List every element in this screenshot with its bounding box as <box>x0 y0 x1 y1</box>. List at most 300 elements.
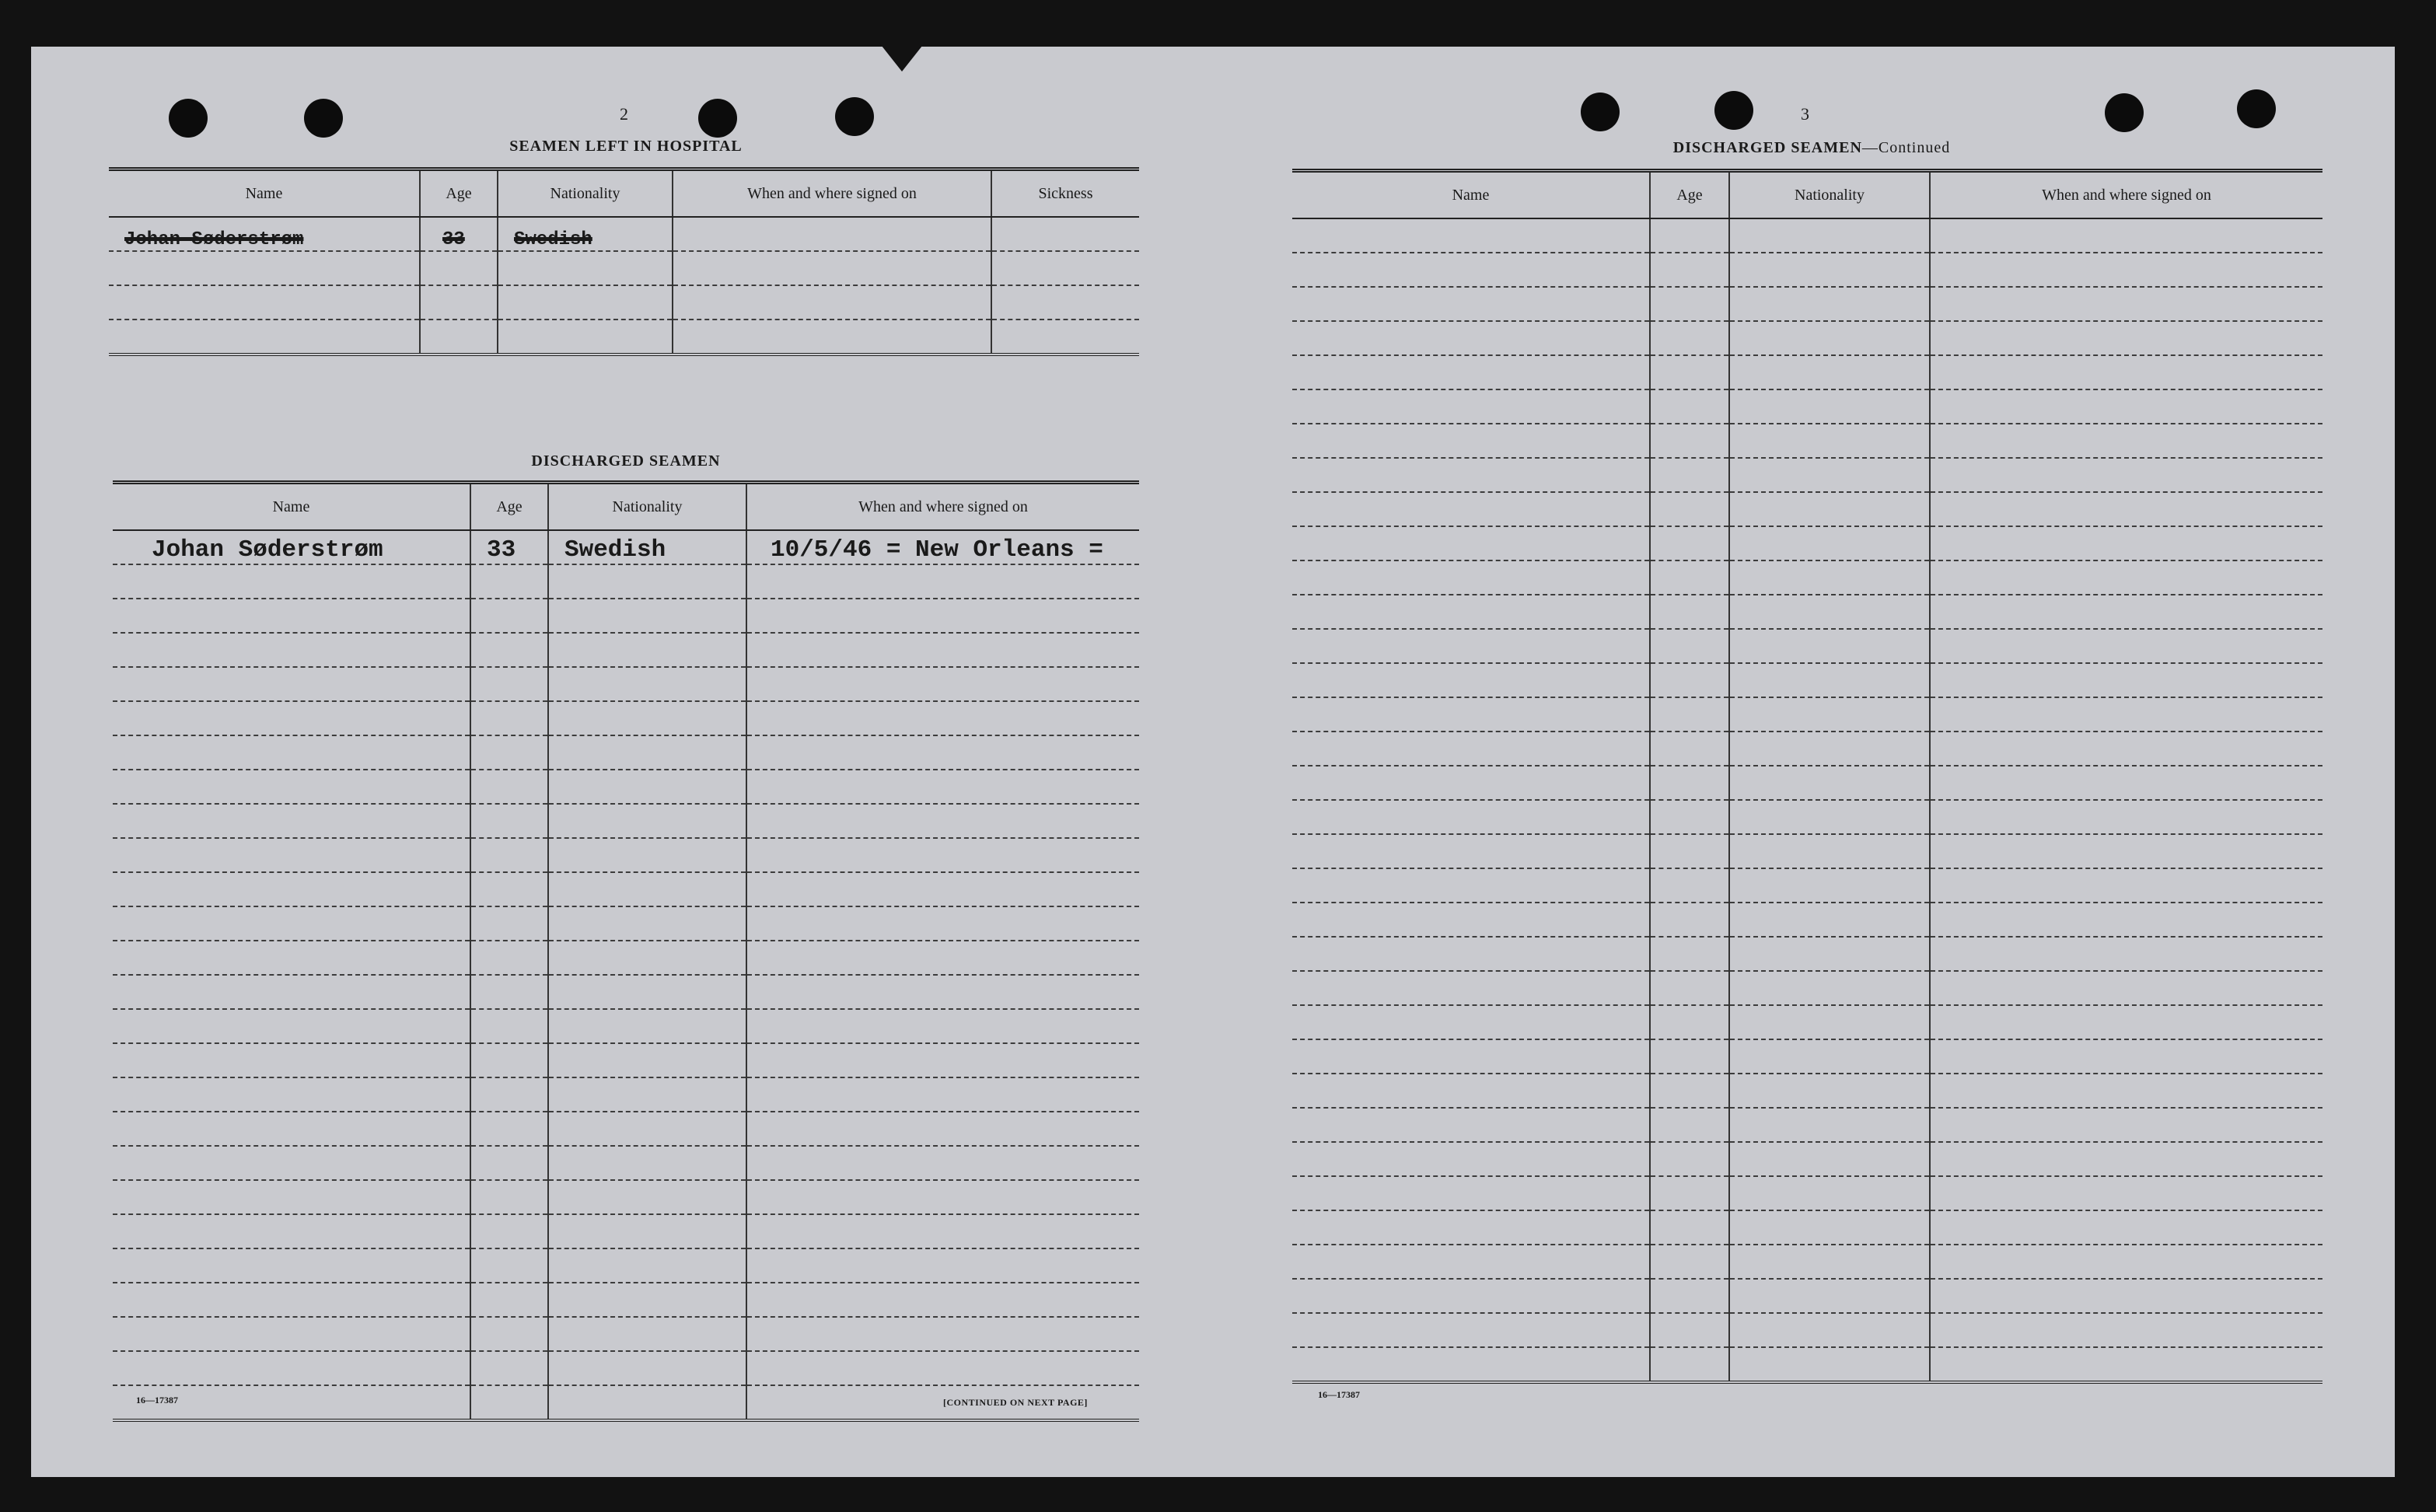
blank-cell <box>1292 458 1650 492</box>
column-header: Nationality <box>1729 171 1930 219</box>
blank-cell <box>1650 1347 1729 1382</box>
column-header: When and where signed on <box>1930 171 2322 219</box>
table-row <box>113 906 1139 941</box>
blank-cell <box>113 838 470 872</box>
blank-cell <box>1930 595 2322 629</box>
title-suffix: —Continued <box>1861 139 1951 156</box>
punch-hole <box>2237 89 2276 128</box>
blank-cell <box>548 1043 746 1077</box>
blank-cell <box>113 804 470 838</box>
blank-cell <box>1650 218 1729 253</box>
blank-cell <box>1650 629 1729 663</box>
blank-cell <box>746 906 1139 941</box>
blank-cell <box>1729 355 1930 389</box>
blank-cell <box>1729 697 1930 732</box>
blank-cell <box>746 1214 1139 1248</box>
blank-cell <box>113 1146 470 1180</box>
hospital-section-title: SEAMEN LEFT IN HOSPITAL <box>509 138 743 155</box>
blank-cell <box>746 1351 1139 1385</box>
blank-cell <box>1930 868 2322 903</box>
blank-cell <box>1930 937 2322 971</box>
column-header: Nationality <box>548 483 746 531</box>
blank-cell <box>1729 868 1930 903</box>
blank-cell <box>470 701 548 735</box>
blank-cell <box>1729 1074 1930 1108</box>
table-row <box>1292 1074 2322 1108</box>
blank-cell <box>1729 1176 1930 1210</box>
blank-cell <box>1650 424 1729 458</box>
blank-cell <box>470 872 548 906</box>
blank-cell <box>548 1077 746 1112</box>
blank-cell <box>1930 526 2322 560</box>
blank-cell <box>1292 1142 1650 1176</box>
column-header: When and where signed on <box>673 169 991 218</box>
blank-cell <box>1292 389 1650 424</box>
blank-cell <box>470 1043 548 1077</box>
blank-cell <box>548 838 746 872</box>
blank-cell <box>1292 800 1650 834</box>
column-header: Nationality <box>498 169 673 218</box>
blank-cell <box>1729 424 1930 458</box>
blank-cell <box>1650 1108 1729 1142</box>
blank-cell <box>746 804 1139 838</box>
table-row <box>1292 1347 2322 1382</box>
table-row <box>1292 492 2322 526</box>
table-row <box>1292 903 2322 937</box>
table-row <box>113 1214 1139 1248</box>
form-number: 16—17387 <box>1318 1389 1360 1400</box>
blank-cell <box>746 1077 1139 1112</box>
blank-cell <box>746 941 1139 975</box>
punch-hole <box>1581 93 1620 131</box>
blank-cell <box>113 1112 470 1146</box>
table-row <box>113 1112 1139 1146</box>
blank-cell <box>1729 1313 1930 1347</box>
blank-cell <box>746 975 1139 1009</box>
column-header: Sickness <box>991 169 1139 218</box>
blank-cell <box>1292 1176 1650 1210</box>
blank-cell <box>746 1248 1139 1283</box>
table-row <box>113 667 1139 701</box>
blank-cell <box>470 1317 548 1351</box>
table-row <box>1292 868 2322 903</box>
blank-cell <box>470 770 548 804</box>
table-row <box>113 838 1139 872</box>
blank-cell <box>1930 629 2322 663</box>
blank-cell <box>1292 937 1650 971</box>
blank-cell <box>746 838 1139 872</box>
blank-cell <box>1650 1279 1729 1313</box>
blank-cell <box>548 633 746 667</box>
blank-cell <box>1292 321 1650 355</box>
paper-notch <box>879 42 925 72</box>
blank-cell <box>548 975 746 1009</box>
blank-cell <box>1650 595 1729 629</box>
blank-cell <box>470 564 548 599</box>
blank-cell <box>113 633 470 667</box>
blank-cell <box>548 1385 746 1420</box>
blank-cell <box>470 1180 548 1214</box>
blank-cell <box>1292 424 1650 458</box>
struck-age: 33 <box>442 229 465 250</box>
blank-cell <box>1292 1039 1650 1074</box>
blank-cell <box>1292 663 1650 697</box>
punch-hole <box>1714 91 1753 130</box>
blank-cell <box>548 1351 746 1385</box>
blank-cell <box>548 1248 746 1283</box>
column-header: Name <box>1292 171 1650 219</box>
blank-cell <box>1729 1142 1930 1176</box>
table-row <box>1292 355 2322 389</box>
blank-cell <box>113 941 470 975</box>
blank-cell <box>113 564 470 599</box>
blank-cell <box>746 701 1139 735</box>
blank-cell <box>1292 1210 1650 1245</box>
blank-cell <box>1930 355 2322 389</box>
blank-cell <box>1729 800 1930 834</box>
table-row <box>1292 937 2322 971</box>
blank-cell <box>1930 492 2322 526</box>
blank-cell <box>1292 218 1650 253</box>
table-row <box>1292 424 2322 458</box>
column-header: Name <box>109 169 420 218</box>
blank-cell <box>1650 903 1729 937</box>
blank-cell <box>1292 560 1650 595</box>
blank-cell <box>113 1248 470 1283</box>
blank-cell <box>470 1385 548 1420</box>
blank-cell <box>746 872 1139 906</box>
blank-cell <box>548 1009 746 1043</box>
blank-cell <box>1292 1279 1650 1313</box>
blank-cell <box>1650 1210 1729 1245</box>
blank-cell <box>746 1112 1139 1146</box>
blank-cell <box>1650 1313 1729 1347</box>
blank-cell <box>548 906 746 941</box>
table-row <box>1292 253 2322 287</box>
punch-hole <box>169 99 208 138</box>
blank-cell <box>1292 1313 1650 1347</box>
blank-cell <box>1650 287 1729 321</box>
struck-name: Johan Søderstrøm <box>124 229 304 250</box>
blank-cell <box>470 633 548 667</box>
blank-cell <box>746 1283 1139 1317</box>
blank-cell <box>1729 458 1930 492</box>
blank-cell <box>1292 526 1650 560</box>
signed-on-cell <box>673 217 991 251</box>
hospital-table <box>109 167 1139 356</box>
blank-cell <box>1930 458 2322 492</box>
blank-cell <box>1650 458 1729 492</box>
blank-cell <box>1292 253 1650 287</box>
table-row <box>113 872 1139 906</box>
blank-cell <box>1729 595 1930 629</box>
blank-cell <box>113 770 470 804</box>
blank-cell <box>1729 287 1930 321</box>
blank-cell <box>1650 971 1729 1005</box>
seaman-signed-on: 10/5/46 = New Orleans = <box>746 530 1139 564</box>
table-row <box>113 633 1139 667</box>
blank-cell <box>470 941 548 975</box>
blank-cell <box>746 1146 1139 1180</box>
blank-cell <box>746 633 1139 667</box>
blank-cell <box>548 872 746 906</box>
blank-cell <box>1292 287 1650 321</box>
blank-cell <box>1292 868 1650 903</box>
blank-cell <box>470 1214 548 1248</box>
blank-cell <box>1729 1210 1930 1245</box>
table-row <box>113 975 1139 1009</box>
table-row <box>113 770 1139 804</box>
blank-cell <box>470 1351 548 1385</box>
table-row <box>109 251 1139 285</box>
punch-hole <box>835 97 874 136</box>
blank-cell <box>470 838 548 872</box>
blank-cell <box>1930 1210 2322 1245</box>
blank-cell <box>1650 1039 1729 1074</box>
table-row <box>1292 629 2322 663</box>
blank-cell <box>548 1283 746 1317</box>
table-row <box>1292 1245 2322 1279</box>
blank-cell <box>1729 971 1930 1005</box>
discharged-continued-title <box>1295 139 2329 157</box>
table-row <box>113 1180 1139 1214</box>
page-number: 2 <box>620 104 628 124</box>
blank-cell <box>1930 1039 2322 1074</box>
blank-cell <box>548 599 746 633</box>
blank-cell <box>470 667 548 701</box>
table-row <box>1292 971 2322 1005</box>
table-row <box>113 1077 1139 1112</box>
blank-cell <box>1729 766 1930 800</box>
blank-cell <box>1650 389 1729 424</box>
blank-cell <box>1650 732 1729 766</box>
column-header: Age <box>420 169 498 218</box>
blank-cell <box>1729 321 1930 355</box>
blank-cell <box>1930 1176 2322 1210</box>
blank-cell <box>113 872 470 906</box>
blank-cell <box>1930 253 2322 287</box>
table-row <box>1292 732 2322 766</box>
table-row <box>1292 800 2322 834</box>
blank-cell <box>1729 253 1930 287</box>
blank-cell <box>1650 800 1729 834</box>
blank-cell <box>1729 492 1930 526</box>
table-row <box>113 1283 1139 1317</box>
table-row <box>113 1351 1139 1385</box>
blank-cell <box>1650 663 1729 697</box>
blank-cell <box>1292 1074 1650 1108</box>
blank-cell <box>1930 800 2322 834</box>
table-row <box>1292 560 2322 595</box>
blank-cell <box>1650 766 1729 800</box>
blank-cell <box>548 770 746 804</box>
blank-cell <box>113 1180 470 1214</box>
blank-cell <box>113 1214 470 1248</box>
blank-cell <box>1930 1108 2322 1142</box>
blank-cell <box>470 1146 548 1180</box>
blank-cell <box>548 1112 746 1146</box>
table-row <box>109 217 1139 251</box>
table-row <box>113 701 1139 735</box>
blank-cell <box>1930 766 2322 800</box>
title-text: DISCHARGED SEAMEN <box>1672 139 1862 156</box>
table-row <box>1292 1210 2322 1245</box>
blank-cell <box>113 701 470 735</box>
blank-cell <box>1930 1347 2322 1382</box>
blank-cell <box>470 1283 548 1317</box>
blank-cell <box>113 1317 470 1351</box>
blank-cell <box>548 1317 746 1351</box>
table-row <box>109 285 1139 320</box>
blank-cell <box>1292 766 1650 800</box>
blank-cell <box>1930 1142 2322 1176</box>
blank-cell <box>1930 1005 2322 1039</box>
blank-cell <box>113 1043 470 1077</box>
blank-cell <box>1729 834 1930 868</box>
blank-cell <box>1930 697 2322 732</box>
blank-cell <box>746 564 1139 599</box>
blank-cell <box>1729 1347 1930 1382</box>
blank-cell <box>548 1214 746 1248</box>
blank-cell <box>746 770 1139 804</box>
punch-hole <box>698 99 737 138</box>
blank-cell <box>1650 1176 1729 1210</box>
seaman-name: Johan Søderstrøm <box>113 530 470 564</box>
struck-nationality: Swedish <box>514 229 592 250</box>
blank-cell <box>113 735 470 770</box>
page-number: 3 <box>1801 104 1809 124</box>
blank-cell <box>1292 1347 1650 1382</box>
table-row <box>1292 218 2322 253</box>
blank-cell <box>1292 595 1650 629</box>
form-number: 16—17387 <box>136 1395 178 1405</box>
blank-cell <box>113 1351 470 1385</box>
blank-cell <box>1930 732 2322 766</box>
blank-cell <box>470 1248 548 1283</box>
blank-cell <box>1729 1005 1930 1039</box>
blank-cell <box>113 975 470 1009</box>
table-row <box>1292 1142 2322 1176</box>
table-row <box>1292 766 2322 800</box>
blank-cell <box>1930 287 2322 321</box>
table-row <box>113 941 1139 975</box>
blank-cell <box>1930 834 2322 868</box>
blank-cell <box>470 906 548 941</box>
blank-cell <box>548 701 746 735</box>
blank-cell <box>1729 663 1930 697</box>
table-row <box>1292 1005 2322 1039</box>
blank-cell <box>1650 697 1729 732</box>
blank-cell <box>746 735 1139 770</box>
blank-cell <box>1729 1245 1930 1279</box>
blank-cell <box>1650 526 1729 560</box>
blank-cell <box>1292 355 1650 389</box>
discharged-section-title: DISCHARGED SEAMEN <box>531 452 721 470</box>
column-header: When and where signed on <box>746 483 1139 531</box>
blank-cell <box>1729 560 1930 595</box>
blank-cell <box>746 667 1139 701</box>
blank-cell <box>113 1077 470 1112</box>
column-header: Age <box>470 483 548 531</box>
blank-cell <box>1292 971 1650 1005</box>
table-row <box>113 1248 1139 1283</box>
discharged-continued-table <box>1292 169 2322 1384</box>
blank-cell <box>113 599 470 633</box>
blank-cell <box>548 804 746 838</box>
blank-cell <box>548 941 746 975</box>
table-row <box>109 320 1139 354</box>
table-row <box>1292 1279 2322 1313</box>
punch-hole <box>304 99 343 138</box>
table-row <box>1292 287 2322 321</box>
blank-cell <box>746 1317 1139 1351</box>
table-row <box>113 1043 1139 1077</box>
table-row <box>113 735 1139 770</box>
blank-cell <box>548 564 746 599</box>
blank-cell <box>1650 253 1729 287</box>
blank-cell <box>1292 834 1650 868</box>
blank-cell <box>1930 218 2322 253</box>
blank-cell <box>1729 1279 1930 1313</box>
blank-cell <box>1729 218 1930 253</box>
table-row <box>1292 389 2322 424</box>
blank-cell <box>1650 834 1729 868</box>
table-row <box>1292 1313 2322 1347</box>
blank-cell <box>1650 1245 1729 1279</box>
blank-cell <box>1729 903 1930 937</box>
blank-cell <box>1930 560 2322 595</box>
blank-cell <box>470 735 548 770</box>
blank-cell <box>1930 663 2322 697</box>
table-row <box>1292 834 2322 868</box>
blank-cell <box>1729 1039 1930 1074</box>
blank-cell <box>1930 1245 2322 1279</box>
blank-cell <box>1292 629 1650 663</box>
blank-cell <box>470 1077 548 1112</box>
table-row <box>1292 663 2322 697</box>
blank-cell <box>1729 1108 1930 1142</box>
table-row <box>1292 1108 2322 1142</box>
blank-cell <box>1292 1245 1650 1279</box>
blank-cell <box>470 599 548 633</box>
table-row <box>113 804 1139 838</box>
blank-cell <box>1292 1005 1650 1039</box>
blank-cell <box>113 906 470 941</box>
blank-cell <box>1292 697 1650 732</box>
blank-cell <box>1930 1074 2322 1108</box>
blank-cell <box>1729 937 1930 971</box>
blank-cell <box>548 1180 746 1214</box>
blank-cell <box>548 735 746 770</box>
seaman-nationality: Swedish <box>548 530 746 564</box>
blank-cell <box>1930 903 2322 937</box>
blank-cell <box>746 1009 1139 1043</box>
blank-cell <box>1930 424 2322 458</box>
blank-cell <box>1930 1279 2322 1313</box>
blank-cell <box>1292 732 1650 766</box>
blank-cell <box>1650 1142 1729 1176</box>
table-row <box>1292 595 2322 629</box>
table-row <box>1292 697 2322 732</box>
blank-cell <box>470 804 548 838</box>
blank-cell <box>1650 937 1729 971</box>
blank-cell <box>548 667 746 701</box>
blank-cell <box>1650 560 1729 595</box>
column-header: Age <box>1650 171 1729 219</box>
punch-hole <box>2105 93 2144 132</box>
table-row <box>113 1009 1139 1043</box>
table-row <box>113 564 1139 599</box>
